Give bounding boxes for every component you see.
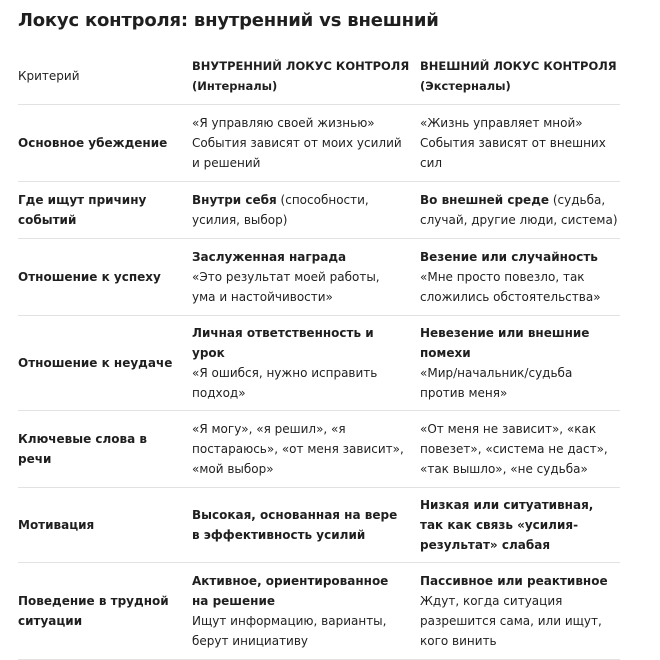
external-text: Ждут, когда ситуация разрешится сама, или ищут, кого винить <box>420 593 602 648</box>
external-text: «От меня не зависит», «как повезет», «система не даст», «так вышло», «не судьба» <box>420 421 608 476</box>
header-internal-subtitle: (Интерналы) <box>192 78 278 93</box>
internal-text: «Я ошибся, нужно исправить подход» <box>192 365 378 400</box>
internal-bold-text: Высокая, основанная на вере в эффективность усилий <box>192 507 398 542</box>
page-title: Локус контроля: внутренний vs внешний <box>18 10 439 31</box>
external-cell <box>420 315 620 410</box>
internal-text: «Это результат моей работы, ума и настойчивости» <box>192 269 380 304</box>
header-external <box>420 48 620 104</box>
header-external-title: ВНЕШНИЙ ЛОКУС КОНТРОЛЯ <box>420 58 617 73</box>
table-row <box>18 181 620 238</box>
row-criterion <box>18 238 192 315</box>
criterion-label: Где ищут причину событий <box>18 192 147 227</box>
internal-text: «Я управляю своей жизнью» События зависят от моих усилий и решений <box>192 115 402 170</box>
table-row <box>18 238 620 315</box>
external-bold-text: Низкая или ситуативная, так как связь «усилия-результат» слабая <box>420 497 594 552</box>
internal-bold-text: Внутри себя <box>192 192 277 207</box>
criterion-label: Поведение в трудной ситуации <box>18 593 169 628</box>
external-cell <box>420 410 620 487</box>
internal-bold-text: Личная ответственность и урок <box>192 325 374 360</box>
internal-cell <box>192 410 420 487</box>
external-cell <box>420 487 620 562</box>
internal-text: (способности, усилия, выбор) <box>192 192 369 227</box>
row-criterion <box>18 104 192 181</box>
criterion-label: Ключевые слова в речи <box>18 431 148 466</box>
header-criterion-label: Критерий <box>18 68 80 83</box>
internal-cell <box>192 181 420 238</box>
external-bold-text: Пассивное или реактивное <box>420 573 608 588</box>
external-text: «Мир/начальник/судьба против меня» <box>420 365 573 400</box>
external-bold-text: Везение или случайность <box>420 249 598 264</box>
internal-cell <box>192 487 420 562</box>
comparison-table <box>18 48 620 660</box>
header-internal-title: ВНУТРЕННИЙ ЛОКУС КОНТРОЛЯ <box>192 58 410 73</box>
internal-cell <box>192 238 420 315</box>
external-cell <box>420 238 620 315</box>
table-header-row <box>18 48 620 104</box>
internal-cell <box>192 104 420 181</box>
header-internal <box>192 48 420 104</box>
header-external-subtitle: (Экстерналы) <box>420 78 511 93</box>
row-criterion <box>18 562 192 659</box>
internal-bold-text: Заслуженная награда <box>192 249 347 264</box>
external-text: (судьба, случай, другие люди, система) <box>420 192 618 227</box>
row-criterion <box>18 181 192 238</box>
internal-cell <box>192 562 420 659</box>
row-criterion <box>18 487 192 562</box>
internal-bold-text: Активное, ориентированное на решение <box>192 573 389 608</box>
table-row <box>18 562 620 659</box>
criterion-label: Отношение к неудаче <box>18 355 173 370</box>
external-text: «Жизнь управляет мной» События зависят от внешних сил <box>420 115 606 170</box>
table-row <box>18 315 620 410</box>
criterion-label: Мотивация <box>18 517 95 532</box>
row-criterion <box>18 315 192 410</box>
external-bold-text: Невезение или внешние помехи <box>420 325 590 360</box>
criterion-label: Отношение к успеху <box>18 269 161 284</box>
table-row <box>18 104 620 181</box>
external-cell <box>420 181 620 238</box>
table-row <box>18 410 620 487</box>
external-cell <box>420 562 620 659</box>
internal-cell <box>192 315 420 410</box>
internal-text: «Я могу», «я решил», «я постараюсь», «от меня зависит», «мой выбор» <box>192 421 404 476</box>
external-cell <box>420 104 620 181</box>
header-criterion <box>18 48 192 104</box>
row-criterion <box>18 410 192 487</box>
table-row <box>18 487 620 562</box>
external-text: «Мне просто повезло, так сложились обстоятельства» <box>420 269 601 304</box>
external-bold-text: Во внешней среде <box>420 192 550 207</box>
criterion-label: Основное убеждение <box>18 135 168 150</box>
internal-text: Ищут информацию, варианты, берут инициативу <box>192 613 387 648</box>
